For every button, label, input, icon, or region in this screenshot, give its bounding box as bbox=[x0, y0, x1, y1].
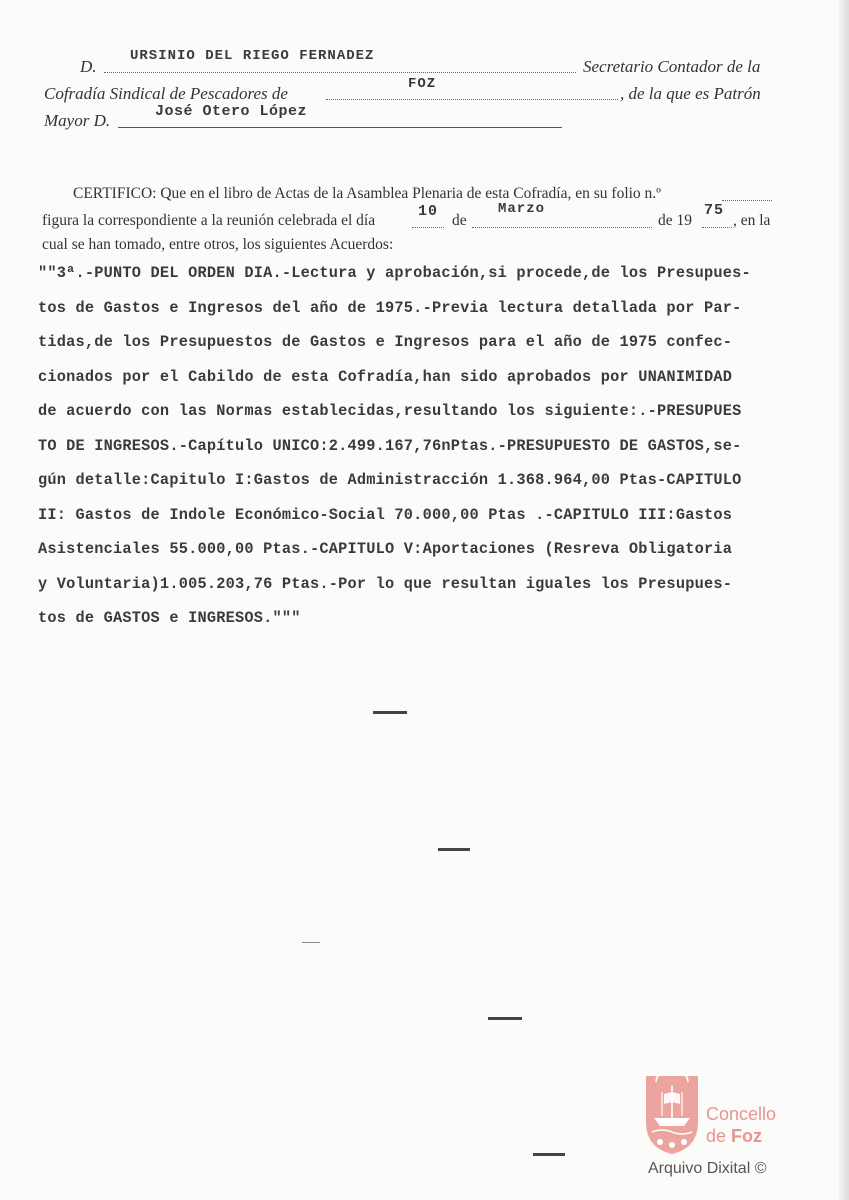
typed-dash bbox=[373, 711, 407, 714]
certificate-line-2a: figura la correspondiente a la reunión celebrada el día bbox=[42, 212, 376, 229]
certificate-line-2d: , en la bbox=[733, 212, 771, 229]
brand-name bbox=[706, 1103, 776, 1147]
agreement-line: II: Gastos de Indole Económico-Social 70.000,00 Ptas .-CAPITULO III:Gastos bbox=[38, 505, 733, 524]
secretary-name: URSINIO DEL RIEGO FERNADEZ bbox=[130, 48, 375, 64]
mayor-name-line bbox=[118, 127, 562, 128]
ship-shield-icon bbox=[642, 1070, 702, 1156]
cofradia-label: Cofradía Sindical de Pescadores de bbox=[44, 84, 288, 103]
agreement-line: de acuerdo con las Normas establecidas,resultando los siguiente:.-PRESUPUES bbox=[38, 402, 742, 420]
agreement-line: ""3ª.-PUNTO DEL ORDEN DIA.-Lectura y aprobación,si procede,de los Presupues- bbox=[38, 264, 751, 282]
typed-dash bbox=[438, 848, 470, 851]
agreement-line: tos de Gastos e Ingresos del año de 1975.-Previa lectura detallada por Par- bbox=[38, 298, 742, 317]
agreement-line: TO DE INGRESOS.-Capítulo UNICO:2.499.167,76nPtas.-PRESUPUESTO DE GASTOS,se- bbox=[38, 436, 742, 455]
certificate-line-2b: de bbox=[452, 212, 467, 229]
d-label: D. bbox=[80, 57, 97, 76]
meeting-year: 75 bbox=[704, 202, 725, 219]
certificate-line-2c: de 19 bbox=[658, 212, 693, 229]
agreement-line: tidas,de los Presupuestos de Gastos e Ingresos para el año de 1975 confec- bbox=[38, 333, 733, 351]
agreement-line: y Voluntaria)1.005.203,76 Ptas.-Por lo que resultan iguales los Presupues- bbox=[38, 574, 733, 593]
brand-line-2b: Foz bbox=[731, 1126, 763, 1146]
role-text: Secretario Contador de la bbox=[583, 57, 761, 76]
page-edge-shadow bbox=[839, 0, 849, 1200]
agreement-line: Asistenciales 55.000,00 Ptas.-CAPITULO V:Aportaciones (Resreva Obligatoria bbox=[38, 540, 733, 558]
patron-text: , de la que es Patrón bbox=[620, 84, 761, 103]
town-line bbox=[326, 99, 618, 100]
secretary-name-line bbox=[104, 72, 576, 73]
month-line bbox=[472, 227, 652, 228]
meeting-day: 10 bbox=[418, 203, 439, 220]
mayor-label: Mayor D. bbox=[44, 111, 111, 130]
day-line bbox=[412, 227, 444, 228]
agreement-line: cionados por el Cabildo de esta Cofradía,han sido aprobados por UNANIMIDAD bbox=[38, 367, 733, 386]
agreement-line: gún detalle:Capitulo I:Gastos de Administracción 1.368.964,00 Ptas-CAPITULO bbox=[38, 471, 742, 489]
town-name: FOZ bbox=[408, 76, 437, 92]
mayor-name: José Otero López bbox=[155, 103, 308, 120]
archive-label: Arquivo Dixital © bbox=[648, 1160, 767, 1177]
certificate-line-1: CERTIFICO: Que en el libro de Actas de la Asamblea Plenaria de esta Cofradía, en su folio n.º bbox=[73, 185, 661, 202]
typed-dash bbox=[488, 1017, 522, 1020]
agreement-text bbox=[38, 256, 838, 636]
brand-line-1: Concello bbox=[706, 1104, 777, 1124]
year-line bbox=[702, 227, 732, 228]
certificate-line-3: cual se han tomado, entre otros, los siguientes Acuerdos: bbox=[42, 236, 394, 253]
meeting-month: Marzo bbox=[498, 201, 546, 217]
typed-dash bbox=[302, 942, 320, 943]
brand-line-2a: de bbox=[706, 1126, 732, 1146]
folio-line bbox=[722, 200, 772, 201]
agreement-line: tos de GASTOS e INGRESOS.""" bbox=[38, 609, 301, 627]
typed-dash bbox=[533, 1153, 565, 1156]
